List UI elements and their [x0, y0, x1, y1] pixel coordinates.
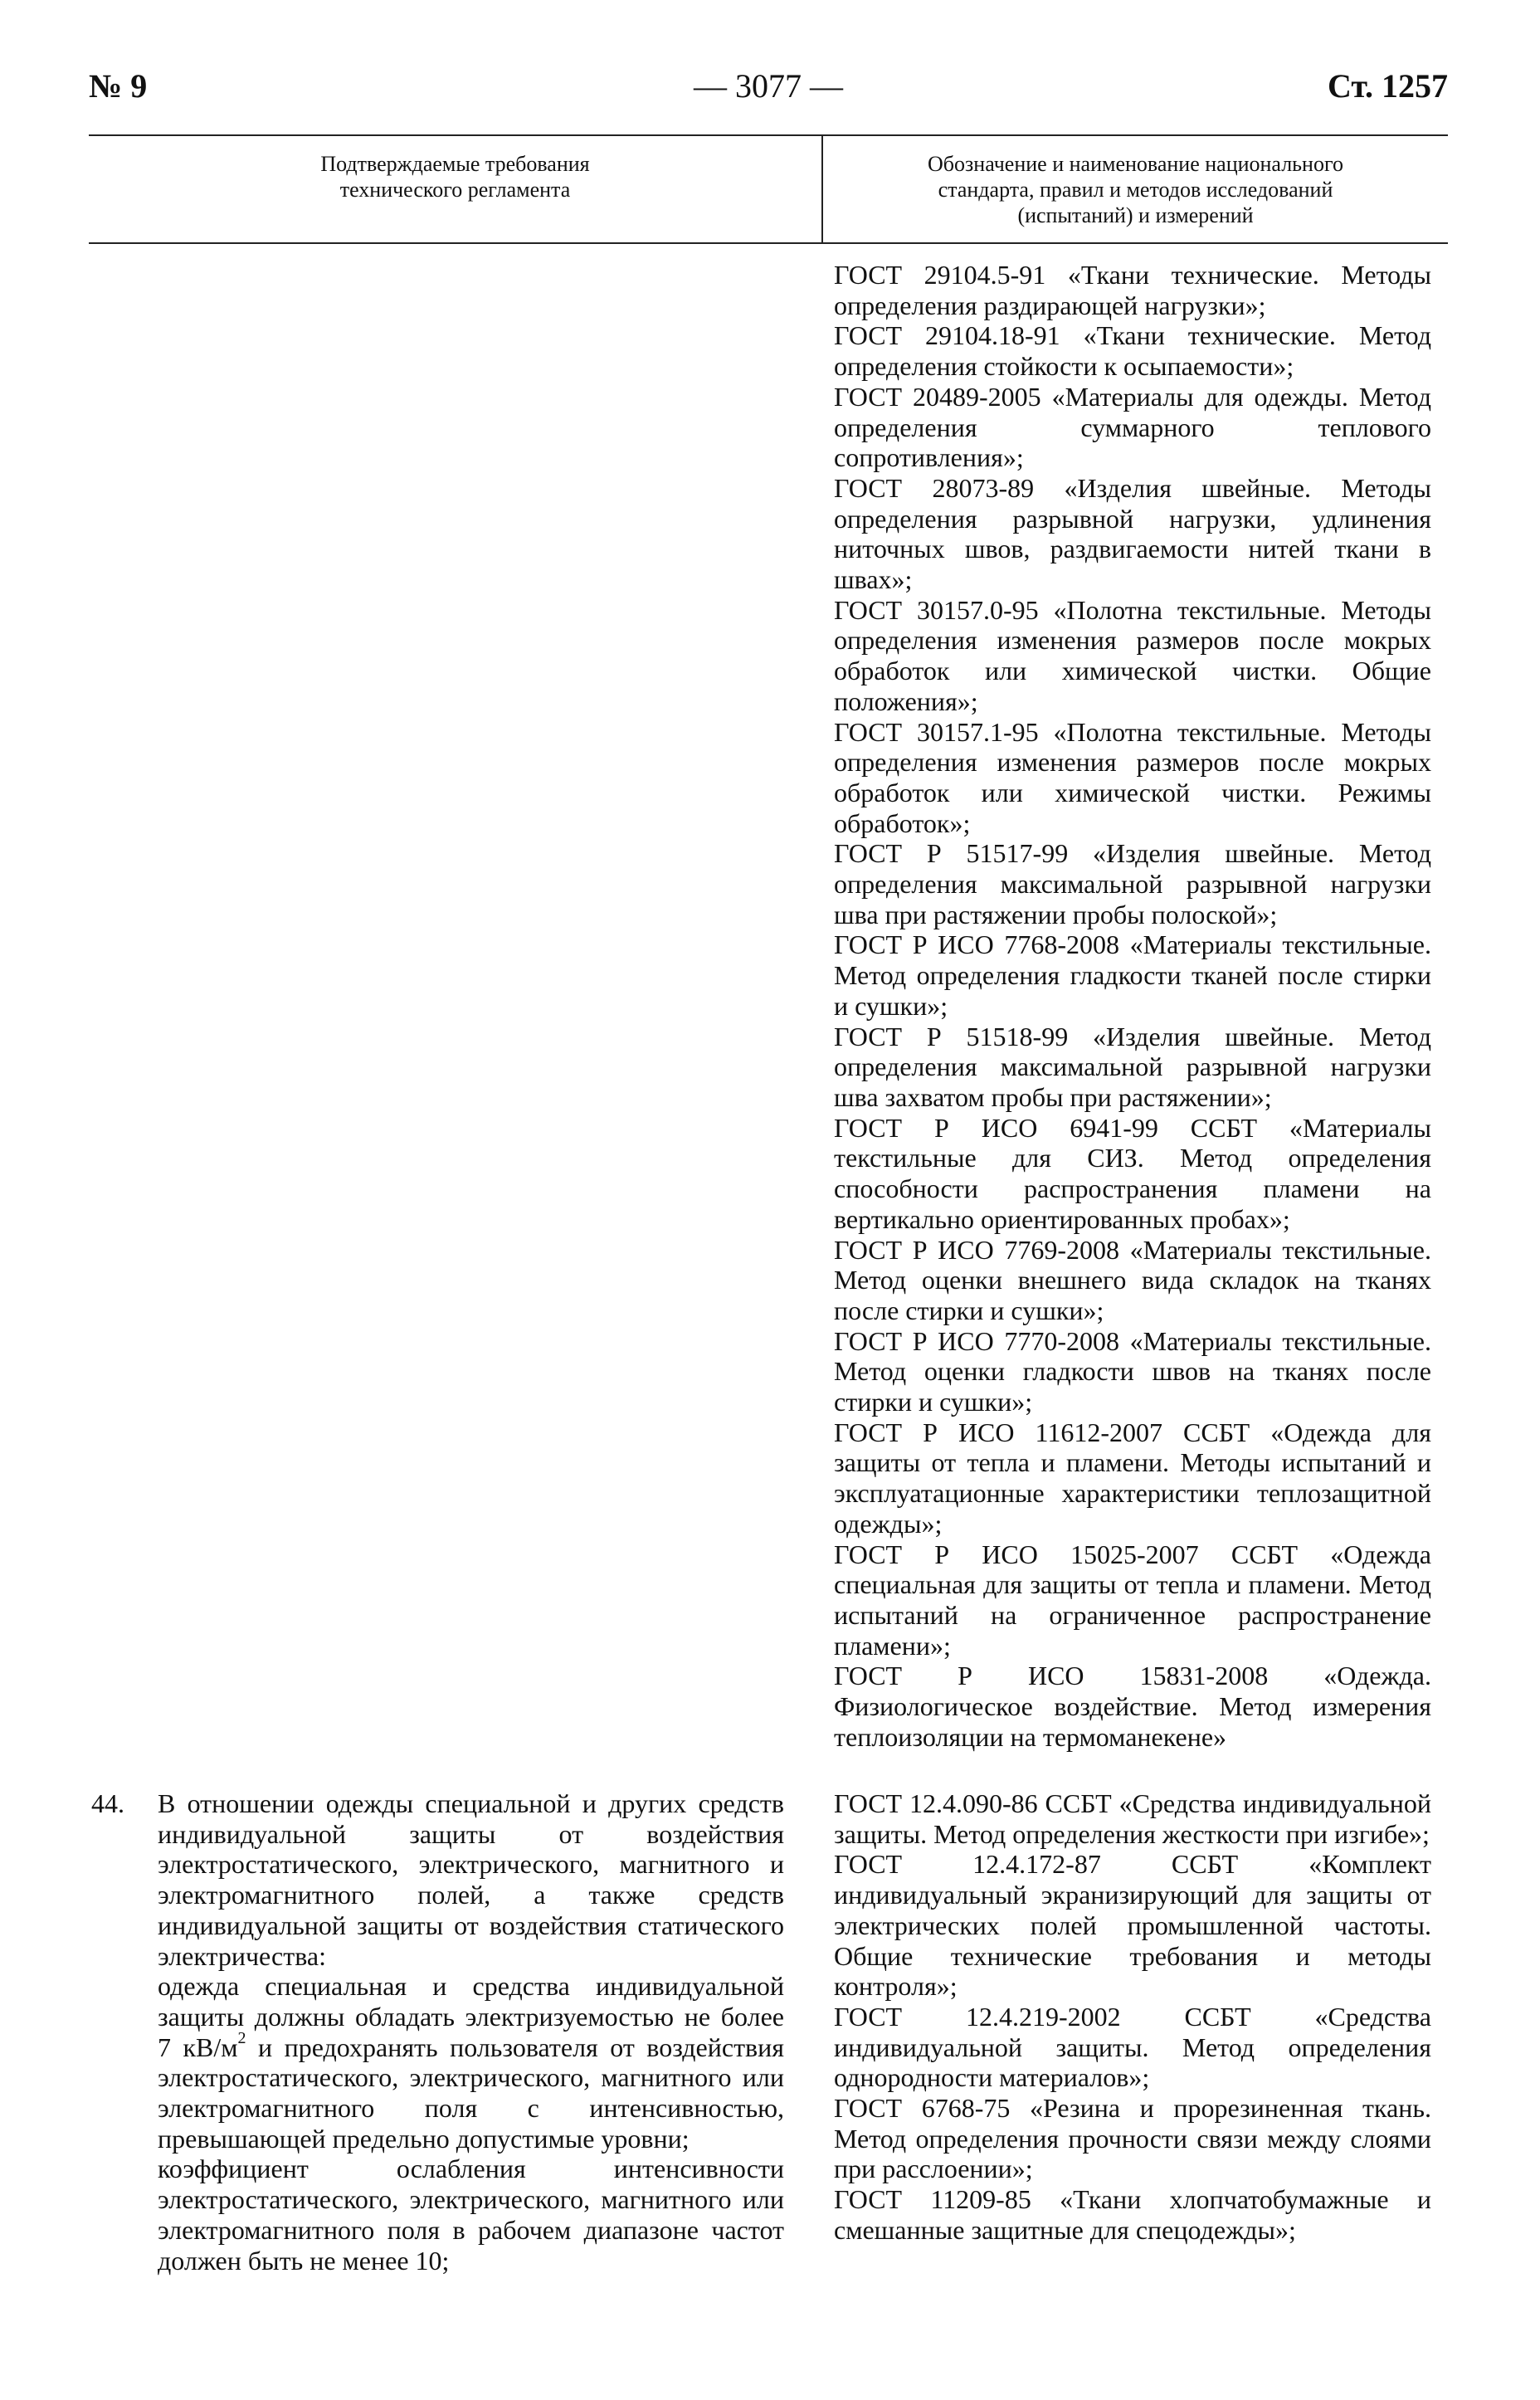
standard-entry: ГОСТ 12.4.090-86 ССБТ «Средства индивидуальной защиты. Метод определения жесткости при изгибе»;	[834, 1788, 1431, 1849]
standard-entry: ГОСТ Р ИСО 11612-2007 ССБТ «Одежда для защиты от тепла и пламени. Методы испытаний и эксплуатационные характеристики теплозащитной одежды»;	[834, 1417, 1431, 1539]
requirement-intro: В отношении одежды специальной и других средств индивидуальной защиты от воздействия электростатического, электрического, магнитного и электромагнитного полей, а также средств индивидуальной защиты от воздействия статического электричества:	[158, 1788, 784, 1971]
standard-entry: ГОСТ Р ИСО 7769-2008 «Материалы текстильные. Метод оценки внешнего вида складок на тканях после стирки и сушки»;	[834, 1234, 1431, 1325]
item-number: 44.	[91, 1788, 124, 1818]
left-column-heading: Подтверждаемые требования технического регламента	[320, 152, 590, 202]
requirement-electrization	[158, 1971, 784, 2154]
standard-entry: ГОСТ Р ИСО 15831-2008 «Одежда. Физиологическое воздействие. Метод измерения теплоизоляции на термоманекене»	[834, 1661, 1431, 1752]
standard-entry: ГОСТ 6768-75 «Резина и прорезиненная ткань. Метод определения прочности связи между слоями при расслоении»;	[834, 2093, 1431, 2184]
standard-entry: ГОСТ Р 51517-99 «Изделия швейные. Метод определения максимальной разрывной нагрузки шва при растяжении пробы полоской»;	[834, 838, 1431, 929]
item-44-requirements	[158, 1788, 784, 2276]
standard-entry: ГОСТ 12.4.172-87 ССБТ «Комплект индивидуальный экранизирующий для защиты от электрических полей промышленной частоты. Общие технические требования и методы контроля»;	[834, 1849, 1431, 2002]
standard-entry: ГОСТ 28073-89 «Изделия швейные. Методы определения разрывной нагрузки, удлинения ниточных швов, раздвигаемости нитей ткани в швах»;	[834, 472, 1431, 595]
standard-entry: ГОСТ Р 51518-99 «Изделия швейные. Метод определения максимальной разрывной нагрузки шва захватом пробы при растяжении»;	[834, 1021, 1431, 1112]
right-column-heading: Обозначение и наименование национального стандарта, правил и методов исследований (испытаний) и измерений	[928, 152, 1343, 227]
standard-entry: ГОСТ 20489-2005 «Материалы для одежды. Метод определения суммарного теплового сопротивления»;	[834, 381, 1431, 473]
standard-entry: ГОСТ Р ИСО 7770-2008 «Материалы текстильные. Метод оценки гладкости швов на тканях после стирки и сушки»;	[834, 1325, 1431, 1417]
superscript: 2	[237, 2028, 246, 2047]
table-column-header	[89, 134, 1448, 244]
standard-entry: ГОСТ 12.4.219-2002 ССБТ «Средства индивидуальной защиты. Метод определения однородности материалов»;	[834, 2001, 1431, 2093]
requirement-attenuation: коэффициент ослабления интенсивности электростатического, электрического, магнитного или электромагнитного поля в рабочем диапазоне частот должен быть не менее 10;	[158, 2154, 784, 2276]
issue-number: № 9	[89, 67, 148, 105]
standard-entry: ГОСТ 30157.1-95 «Полотна текстильные. Методы определения изменения размеров после мокрых обработок или химической чистки. Режимы обработок»;	[834, 716, 1431, 838]
standard-entry: ГОСТ Р ИСО 7768-2008 «Материалы текстильные. Метод определения гладкости тканей после стирки и сушки»;	[834, 929, 1431, 1021]
page-number: — 3077 —	[694, 67, 843, 105]
standard-entry: ГОСТ 11209-85 «Ткани хлопчатобумажные и смешанные защитные для спецодежды»;	[834, 2184, 1431, 2245]
page-header	[89, 50, 1448, 116]
standards-list-continued	[834, 260, 1431, 1752]
standard-entry: ГОСТ Р ИСО 6941-99 ССБТ «Материалы текстильные для СИЗ. Метод определения способности распространения пламени на вертикально ориентированных пробах»;	[834, 1112, 1431, 1234]
standard-entry: ГОСТ Р ИСО 15025-2007 ССБТ «Одежда специальная для защиты от тепла и пламени. Метод испытаний на ограниченное распространение пламени»;	[834, 1539, 1431, 1661]
standard-entry: ГОСТ 30157.0-95 «Полотна текстильные. Методы определения изменения размеров после мокрых обработок или химической чистки. Общие положения»;	[834, 594, 1431, 716]
requirement-text: и предохранять пользователя от воздействия электростатического, электрического, магнитного или электромагнитного поля с интенсивностью, превышающей предельно допустимые уровни;	[158, 2032, 784, 2154]
item-44-standards	[834, 1788, 1431, 2246]
standard-entry: ГОСТ 29104.18-91 «Ткани технические. Метод определения стойкости к осыпаемости»;	[834, 320, 1431, 382]
requirement-text: одежда специальная и средства индивидуальной защиты должны обладать электризуемостью не более 7 кВ/м	[158, 1971, 784, 2062]
article-number: Ст. 1257	[1328, 67, 1448, 105]
standard-entry: ГОСТ 29104.5-91 «Ткани технические. Методы определения раздирающей нагрузки»;	[834, 260, 1431, 320]
